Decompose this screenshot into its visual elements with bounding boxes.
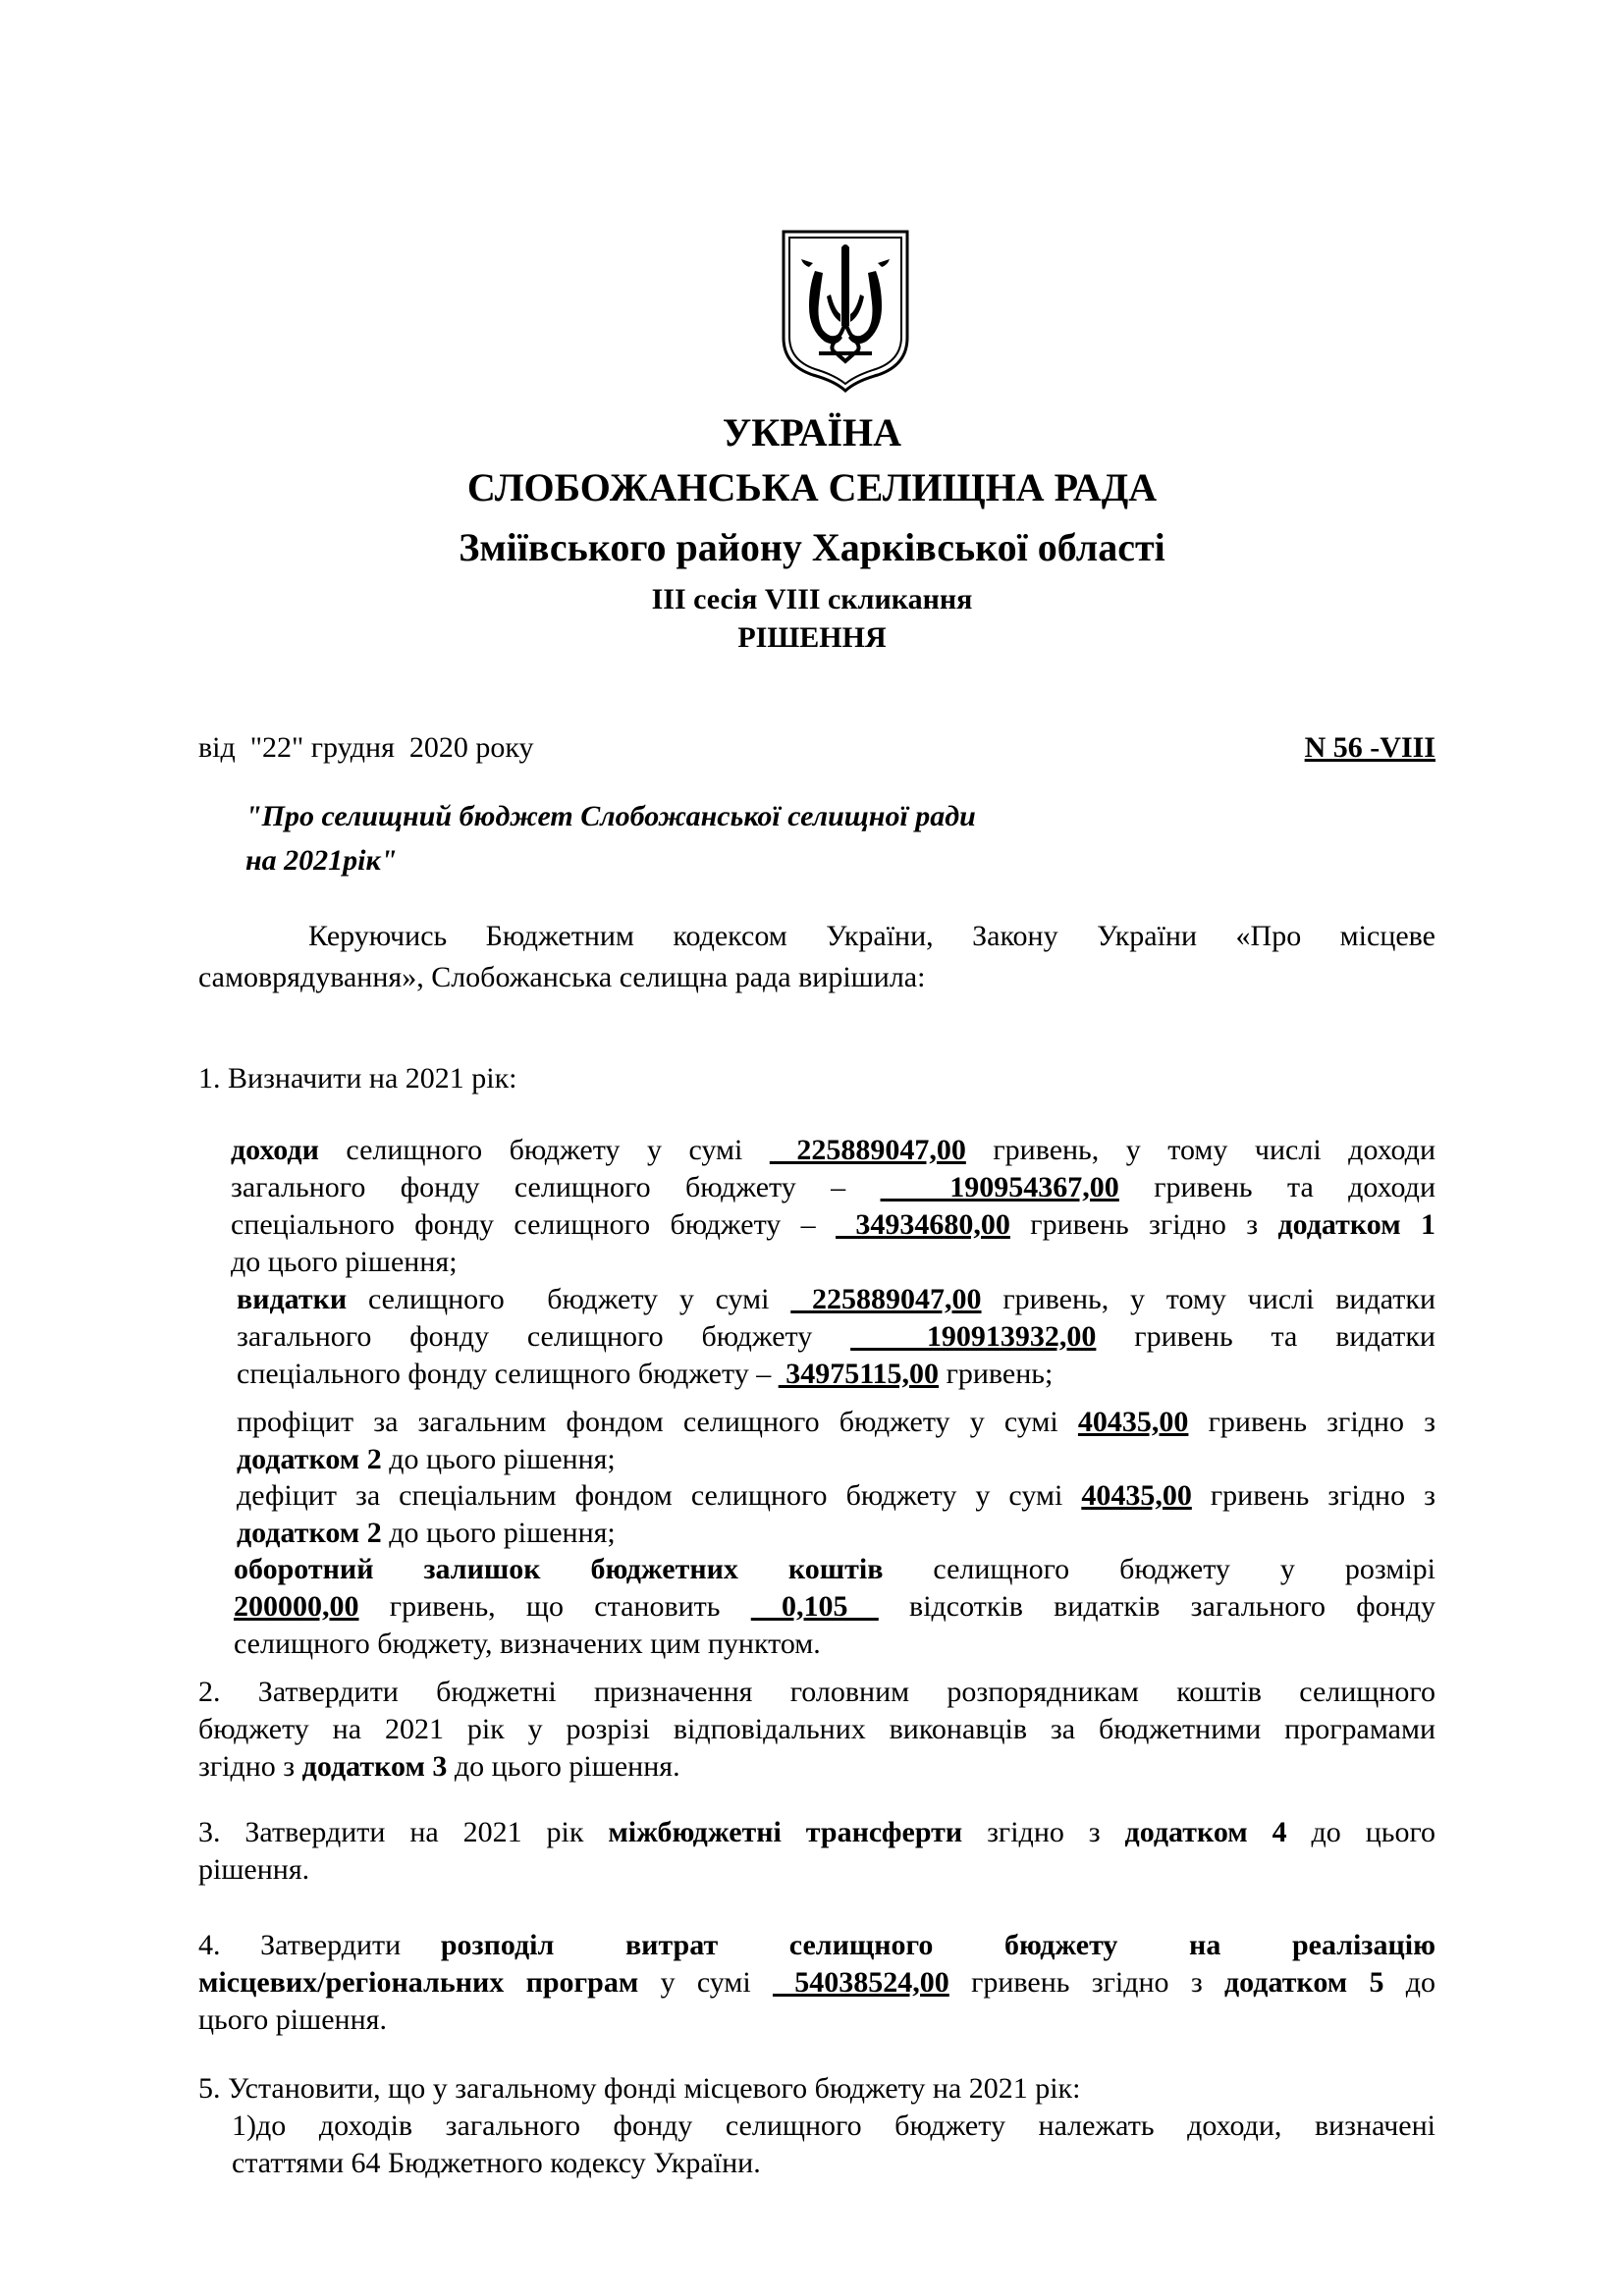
item-2-text-2: до цього рішення. <box>447 1750 680 1783</box>
reserve-percent: 0,105 <box>750 1590 879 1623</box>
item-4-bold-2: місцевих/регіональних програм <box>198 1966 639 1999</box>
preamble-line-1: Керуючись Бюджетним кодексом України, Закону України «Про місцеве <box>308 920 1435 952</box>
item-5-title: 5. Установити, що у загальному фонді місцевого бюджету на 2021 рік: <box>198 2072 1081 2105</box>
item-2-line-2: бюджету на 2021 рік у розрізі відповідальних виконавців за бюджетними програмами <box>198 1713 1435 1745</box>
header-country: УКРАЇНА <box>722 410 902 454</box>
item-5-sub-1-line-2: статтями 64 Бюджетного кодексу України. <box>232 2147 761 2179</box>
income-tail: до цього рішення; <box>231 1246 458 1278</box>
header-district: Зміївського району Харківської області <box>459 525 1165 569</box>
preamble-line-2: самоврядування», Слобожанська селищна рада вирішила: <box>198 961 926 993</box>
item-3-bold: міжбюджетні трансферти <box>608 1816 963 1848</box>
surplus-annex: додатком 2 <box>237 1443 382 1475</box>
item-1-deficit <box>237 1477 1435 1552</box>
item-5-sub-1-line-1: 1)до доходів загального фонду селищного бюджету належать доходи, визначені <box>232 2109 1435 2142</box>
reserve-text: селищного бюджету у розмірі <box>883 1553 1436 1585</box>
income-special: 34934680,00 <box>836 1208 1010 1241</box>
reserve-text-3: відсотків видатків загального фонду <box>878 1590 1435 1623</box>
expenses-text-5: спеціального фонду селищного бюджету – <box>237 1358 779 1390</box>
deficit-annex: додатком 2 <box>237 1517 382 1549</box>
deficit-amount: 40435,00 <box>1081 1479 1192 1512</box>
income-text: селищного бюджету у сумі <box>318 1134 770 1166</box>
income-text-4: гривень та доходи <box>1118 1171 1435 1203</box>
item-1-expenses <box>237 1281 1435 1393</box>
subject-line-1: "Про селищний бюджет Слобожанської селищної ради <box>245 800 976 832</box>
item-4-number: 4. <box>198 1929 221 1961</box>
preamble <box>198 918 1435 996</box>
item-1-reserve <box>234 1551 1435 1663</box>
reserve-label: оборотний залишок бюджетних коштів <box>234 1553 884 1585</box>
surplus-text: профіцит за загальним фондом селищного бюджету у сумі <box>237 1406 1078 1438</box>
item-2-annex: додатком 3 <box>301 1750 448 1783</box>
item-4-annex: додатком 5 <box>1223 1966 1384 1999</box>
item-4-verb: Затвердити <box>260 1929 402 1961</box>
item-4-text: у сумі <box>638 1966 773 1999</box>
income-label: доходи <box>231 1134 319 1166</box>
item-3-text-3: до цього <box>1286 1816 1435 1848</box>
item-2-line-1: 2. Затвердити бюджетні призначення головним розпорядникам коштів селищного <box>198 1676 1435 1708</box>
decision-subject-2 <box>245 842 397 880</box>
income-total: 225889047,00 <box>769 1134 966 1166</box>
income-text-6: гривень згідно з <box>1009 1208 1278 1241</box>
deficit-text-3: до цього рішення; <box>381 1517 616 1549</box>
item-3 <box>198 1814 1435 1889</box>
header-council: СЛОБОЖАНСЬКА СЕЛИЩНА РАДА <box>466 465 1158 509</box>
item-2 <box>198 1674 1435 1786</box>
subject-line-2: на 2021рік" <box>245 844 398 877</box>
item-5-sub-1 <box>232 2108 1435 2182</box>
income-text-2: гривень, у тому числі доходи <box>965 1134 1436 1166</box>
surplus-text-3: до цього рішення; <box>381 1443 616 1475</box>
income-text-3: загального фонду селищного бюджету – <box>231 1171 881 1203</box>
header-doc-type: РІШЕННЯ <box>737 621 887 654</box>
expenses-label: видатки <box>237 1283 348 1315</box>
item-3-text: 3. Затвердити на 2021 рік <box>198 1816 609 1848</box>
expenses-text-3: загального фонду селищного бюджету <box>237 1320 851 1353</box>
item-3-line-2: рішення. <box>198 1853 310 1886</box>
income-general: 190954367,00 <box>880 1171 1119 1203</box>
item-4-line-3: цього рішення. <box>198 2003 387 2036</box>
expenses-text-2: гривень, у тому числі видатки <box>981 1283 1435 1315</box>
item-3-text-2: згідно з <box>962 1816 1125 1848</box>
item-4-amount: 54038524,00 <box>772 1966 949 1999</box>
header-session: ІІІ сесія VIII скликання <box>651 583 973 615</box>
item-3-annex: додатком 4 <box>1124 1816 1287 1848</box>
item-4 <box>198 1927 1435 2039</box>
expenses-general: 190913932,00 <box>850 1320 1097 1353</box>
coat-of-arms-icon <box>780 228 911 395</box>
decision-date: від "22" грудня 2020 року <box>198 731 534 764</box>
item-1-income <box>231 1132 1435 1281</box>
item-4-text-3: до <box>1383 1966 1436 1999</box>
surplus-text-2: гривень згідно з <box>1188 1406 1435 1438</box>
item-2-text: згідно з <box>198 1750 302 1783</box>
deficit-text-2: гривень згідно з <box>1191 1479 1435 1512</box>
reserve-text-2: гривень, що становить <box>358 1590 751 1623</box>
deficit-text: дефіцит за спеціальним фондом селищного бюджету у сумі <box>237 1479 1082 1512</box>
income-annex: додатком 1 <box>1277 1208 1436 1241</box>
income-text-5: спеціального фонду селищного бюджету – <box>231 1208 837 1241</box>
item-1-surplus <box>237 1404 1435 1478</box>
reserve-amount: 200000,00 <box>234 1590 359 1623</box>
expenses-text-4: гривень та видатки <box>1096 1320 1435 1353</box>
item-1-title: 1. Визначити на 2021 рік: <box>198 1062 517 1095</box>
item-4-bold-1: розподіл витрат селищного бюджету на реалізацію <box>440 1929 1435 1961</box>
surplus-amount: 40435,00 <box>1077 1406 1189 1438</box>
expenses-total: 225889047,00 <box>790 1283 982 1315</box>
reserve-tail: селищного бюджету, визначених цим пунктом. <box>234 1628 821 1660</box>
item-4-text-2: гривень згідно з <box>948 1966 1224 1999</box>
expenses-text-6: гривень; <box>939 1358 1054 1390</box>
expenses-text: селищного бюджету у сумі <box>347 1283 791 1315</box>
decision-number: N 56 -VIII <box>1304 731 1435 764</box>
expenses-special: 34975115,00 <box>778 1358 940 1390</box>
decision-subject <box>245 798 976 835</box>
